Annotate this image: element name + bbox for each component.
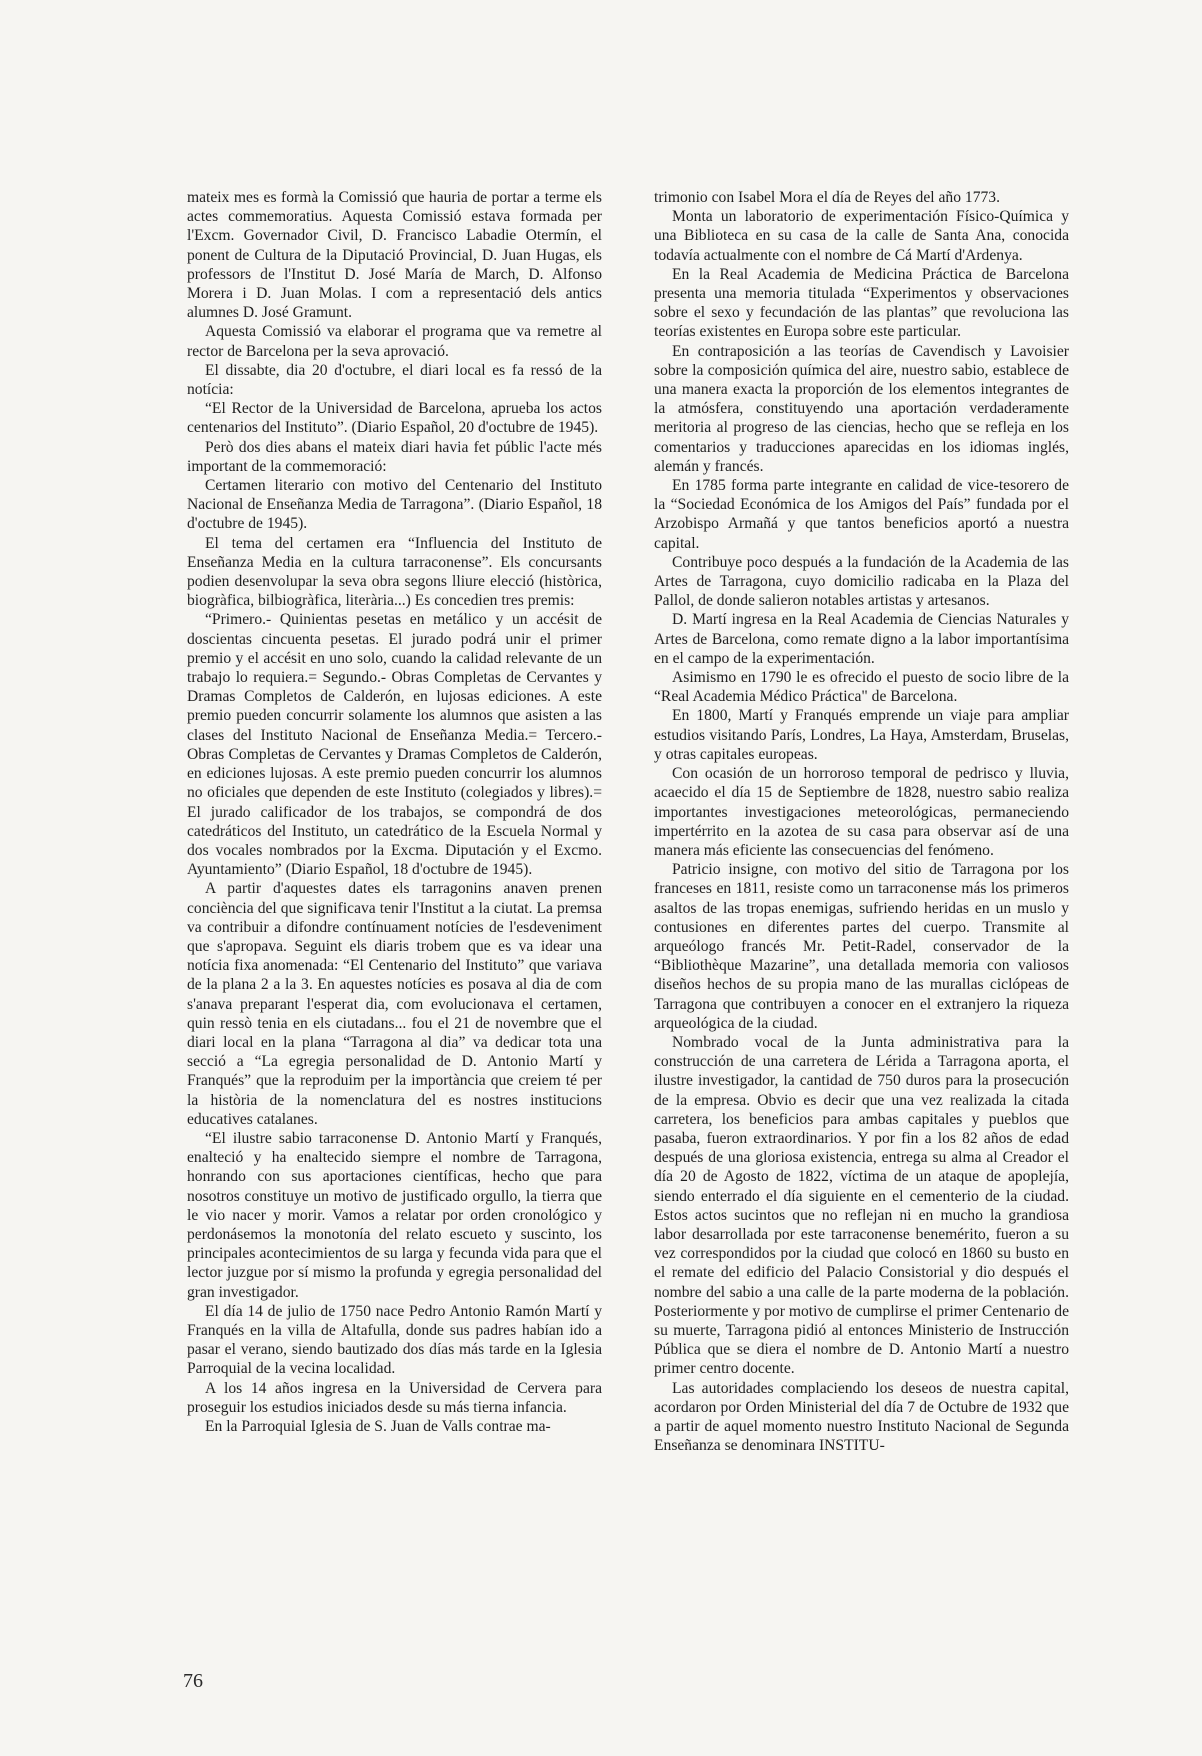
paragraph: “El ilustre sabio tarraconense D. Antonio Martí y Franqués, enalteció y ha enaltecido siempre el nombre de Tarragona, honrando con sus aportaciones científicas, hecho que para nosotros constituye un motivo de justificado orgullo, la tierra que le vio nacer y morir. Vamos a relatar por orden cronológico y perdonásemos la monotonía del relato escueto y suscinto, los principales acontecimientos de su larga y fecunda vida para que el lector juzgue por sí mismo la profunda y egregia personalidad del gran investigador. [187, 1129, 602, 1301]
paragraph: mateix mes es formà la Comissió que hauria de portar a terme els actes commemoratius. Aquesta Comissió estava formada per l'Excm. Governador Civil, D. Francisco Labadie Otermín, el ponent de Cultura de la Diputació Provincial, D. Juan Hugas, els professors de l'Institut D. José María de March, D. Alfonso Morera i D. Juan Molas. I com a representació dels antics alumnes D. José Gramunt. [187, 189, 602, 322]
paragraph: “El Rector de la Universidad de Barcelona, aprueba los actos centenarios del Instituto”. (Diario Español, 20 d'octubre de 1945). [187, 400, 602, 437]
paragraph: Contribuye poco después a la fundación de la Academia de las Artes de Tarragona, cuyo domicilio radicaba en la Plaza del Pallol, de donde salieron notables artistas y artesanos. [654, 553, 1069, 610]
paragraph: Las autoridades complaciendo los deseos de nuestra capital, acordaron por Orden Ministerial del día 7 de Octubre de 1932 que a partir de aquel momento nuestro Instituto Nacional de Segunda Enseñanza se denominara INSTITU- [654, 1379, 1069, 1455]
paragraph: El tema del certamen era “Influencia del Instituto de Enseñanza Media en la cultura tarraconense”. Els concursants podien desenvolupar la seva obra segons lliure elecció (històrica, biogràfica, bilbiogràfica, literària...) Es concedien tres premis: [187, 534, 602, 610]
paragraph: En contraposición a las teorías de Cavendisch y Lavoisier sobre la composición química del aire, nuestro sabio, establece de una manera exacta la proporción de los elementos integrantes de la atmósfera, constituyendo una aportación verdaderamente meritoria al progreso de las ciencias, hecho que se refleja en los comentarios y traducciones aparecidas en los idiomas inglés, alemán y francés. [654, 342, 1069, 475]
paragraph: Patricio insigne, con motivo del sitio de Tarragona por los franceses en 1811, resiste como un tarraconense más los primeros asaltos de las tropas enemigas, sufriendo heridas en un muslo y contusiones en diferentes partes del cuerpo. Transmite al arqueólogo francés Mr. Petit-Radel, conservador de la “Bibliothèque Mazarine”, una detallada memoria con valiosos diseños hechos de su propia mano de las murallas ciclópeas de Tarragona que contribuyen a conocer en el extranjero la riqueza arqueológica de la ciudad. [654, 861, 1069, 1032]
paragraph: Però dos dies abans el mateix diari havia fet públic l'acte més important de la commemoració: [187, 438, 602, 475]
paragraph: El día 14 de julio de 1750 nace Pedro Antonio Ramón Martí y Franqués en la villa de Altafulla, donde sus padres habían ido a pasar el verano, siendo bautizado dos días más tarde en la Iglesia Parroquial de la vecina localidad. [187, 1302, 602, 1378]
paragraph: En 1800, Martí y Franqués emprende un viaje para ampliar estudios visitando París, Londres, La Haya, Amsterdam, Bruselas, y otras capitales europeas. [654, 707, 1069, 763]
right-text-column [654, 188, 1069, 1455]
paragraph: Asimismo en 1790 le es ofrecido el puesto de socio libre de la “Real Academia Médico Práctica" de Barcelona. [654, 669, 1069, 706]
paragraph: En la Parroquial Iglesia de S. Juan de Valls contrae ma- [205, 1418, 551, 1435]
paragraph: trimonio con Isabel Mora el día de Reyes del año 1773. [654, 189, 1001, 206]
paragraph: El dissabte, dia 20 d'octubre, el diari local es fa ressó de la notícia: [187, 361, 602, 399]
page-number: 76 [183, 1670, 203, 1692]
paragraph: Certamen literario con motivo del Centenario del Instituto Nacional de Enseñanza Media de Tarragona”. (Diario Español, 18 d'octubre de 1945). [187, 477, 602, 533]
paragraph: Aquesta Comissió va elaborar el programa que va remetre al rector de Barcelona per la seva aprovació. [187, 323, 602, 360]
paragraph: Nombrado vocal de la Junta administrativa para la construcción de una carretera de Lérida a Tarragona aporta, el ilustre investigador, la cantidad de 750 duros para la prosecución de la empresa. Obvio es decir que una vez realizada la citada carretera, los beneficios para ambas capitales y pueblos que pasaba, fueron extraordinarios. Y por fin a los 82 años de edad después de una gloriosa existencia, entrega su alma al Creador el día 20 de Agosto de 1822, víctima de un ataque de apoplejía, siendo enterrado el día siguiente en el cementerio de la ciudad. Estos actos sucintos que no reflejan ni en mucho la grandiosa labor desarrollada por este tarraconense benemérito, fueron a su vez correspondidos por la ciudad que colocó en 1860 su busto en el remate del edificio del Palacio Consistorial y dio después el nombre del sabio a una calle de la parte moderna de la población. Posteriormente y por motivo de cumplirse el primer Centenario de su muerte, Tarragona pidió al entonces Ministerio de Instrucción Pública que se diera el nombre de D. Antonio Martí a nuestro primer centro docente. [654, 1033, 1069, 1378]
paragraph: En la Real Academia de Medicina Práctica de Barcelona presenta una memoria titulada “Experimentos y observaciones sobre el sexo y fecundación de las plantas” que revoluciona las teorías existentes en Europa sobre este particular. [654, 265, 1069, 341]
paragraph: Monta un laboratorio de experimentación Físico-Química y una Biblioteca en su casa de la calle de Santa Ana, conocida todavía actualmente con el nombre de Cá Martí d'Ardenya. [654, 208, 1069, 264]
paragraph: Con ocasión de un horroroso temporal de pedrisco y lluvia, acaecido el día 15 de Septiembre de 1828, nuestro sabio realiza importantes investigaciones meteorológicas, permaneciendo impertérrito en la azotea de su casa para observar así de una manera más eficiente las consecuencias del fenómeno. [654, 765, 1069, 859]
paragraph: “Primero.- Quinientas pesetas en metálico y un accésit de doscientas cincuenta pesetas. El jurado podrá unir el primer premio y el accésit en uno solo, cuando la calidad relevante de un trabajo lo requiera.= Segundo.- Obras Completas de Cervantes y Dramas Completos de Calderón, en lujosas ediciones. A este premio pueden concurrir solamente los alumnos que asisten a las clases del Instituto Nacional de Enseñanza Media.= Tercero.- Obras Completas de Cervantes y Dramas Completos de Calderón, en ediciones lujosas. A este premio pueden concurrir los alumnos no oficiales que dependen de este Instituto (colegiados y libres).= El jurado calificador de los trabajos, se compondrá de dos catedráticos del Instituto, un catedrático de la Escuela Normal y dos vocales nombrados por la Excma. Diputación y el Excmo. Ayuntamiento” (Diario Español, 18 d'octubre de 1945). [187, 611, 602, 879]
paragraph: A los 14 años ingresa en la Universidad de Cervera para proseguir los estudios iniciados desde su más tierna infancia. [187, 1379, 602, 1416]
paragraph: A partir d'aquestes dates els tarragonins anaven prenen conciència del que significava tenir l'Institut a la ciutat. La premsa va contribuir a difondre contínuament notícies de l'esdeveniment que s'apropava. Seguint els diaris trobem que es va idear una notícia fixa anomenada: “El Centenario del Instituto” que variava de la plana 2 a la 3. En aquestes notícies es posava al dia de com s'anava preparant l'esperat dia, com evolucionava el certamen, quin ressò tenia en els ciutadans... fou el 21 de novembre que el diari local en la plana “Tarragona al dia” va dedicar tota una secció a “La egregia personalidad de D. Antonio Martí y Franqués” que la reproduim per la importància que creiem té per la història de la nomenclatura del es nostres institucions educatives catalanes. [187, 880, 602, 1128]
left-text-column [187, 188, 602, 1436]
paragraph: En 1785 forma parte integrante en calidad de vice-tesorero de la “Sociedad Económica de los Amigos del País” fundada por el Arzobispo Armañá y que tantos beneficios aportó a nuestra capital. [654, 477, 1069, 552]
paragraph: D. Martí ingresa en la Real Academia de Ciencias Naturales y Artes de Barcelona, como remate digno a la labor importantísima en el campo de la experimentación. [654, 611, 1069, 667]
